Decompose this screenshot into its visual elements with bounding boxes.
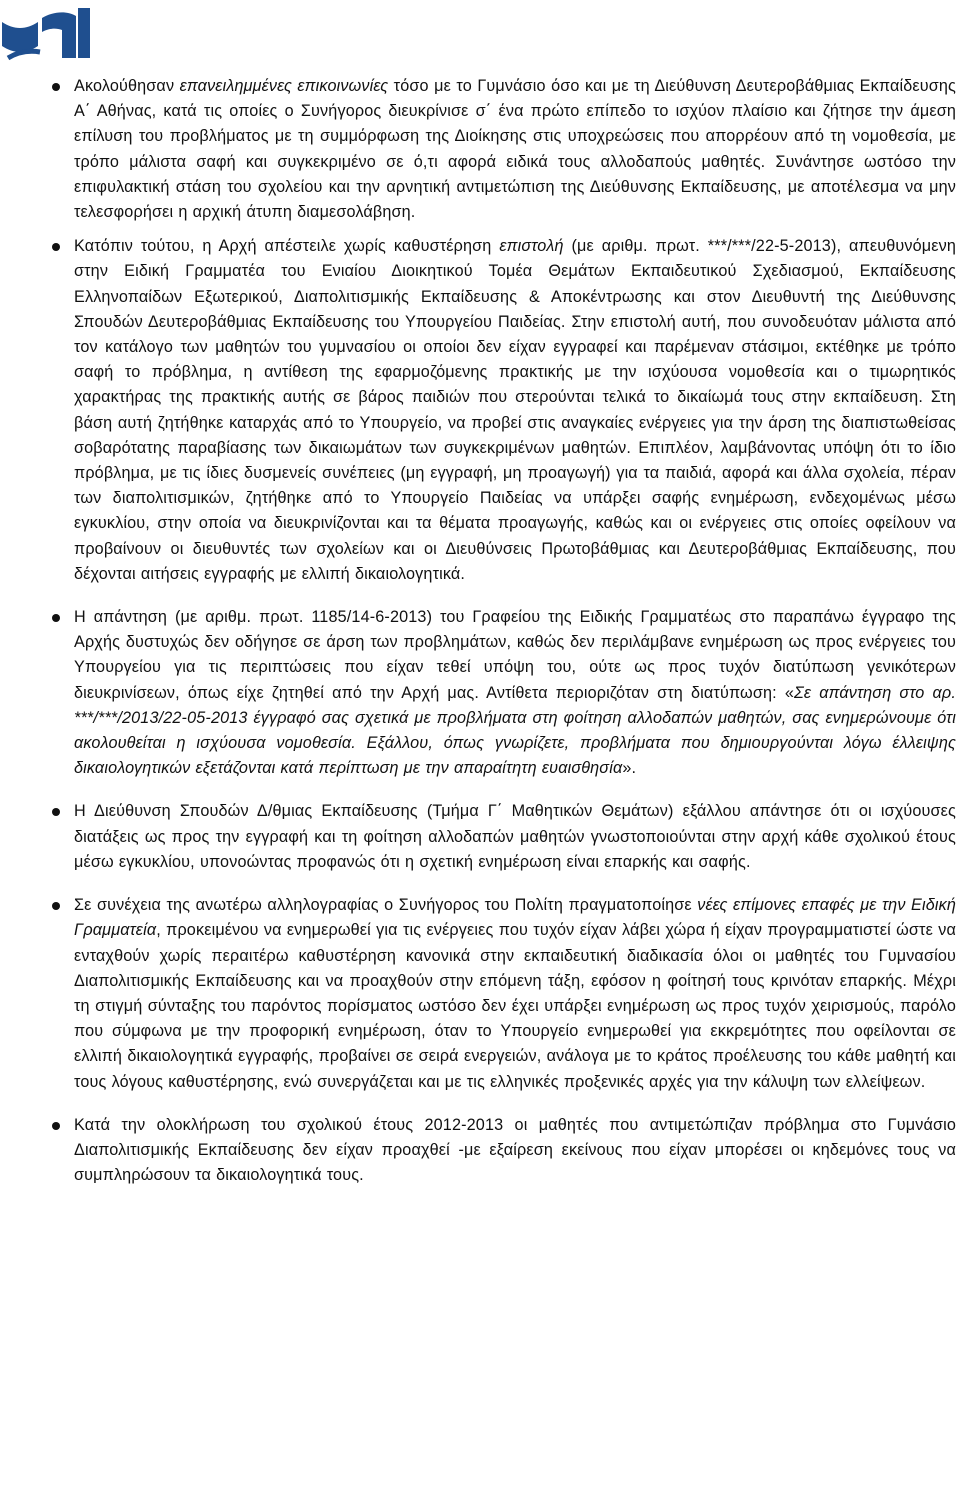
bullet-icon — [52, 83, 60, 91]
paragraph-5 — [52, 1113, 956, 1189]
paragraph-text: Κατόπιν τούτου, η Αρχή απέστειλε χωρίς καθυστέρηση επιστολή (με αριθμ. πρωτ. ***/***/22-5-2013), απευθυνόμενη στην Ειδική Γραμματέα του Ενιαίου Διοικητικού Τομέα Θεμάτων Εκπαιδευτικού Σχεδιασμού, Εκπαίδευσης Ελληνοπαίδων Εξωτερικού, Διαπολιτισμικής Εκπαίδευσης & Αποκέντρωσης και στον Διευθυντή της Διεύθυνσης Σπουδών Δευτεροβάθμιας Εκπαίδευσης του Υπουργείου Παιδείας. Στην επιστολή αυτή, που συνοδευόταν μάλιστα από τον κατάλογο των μαθητών του γυμνασίου οι οποίοι δεν είχαν εγγραφεί και παρέμεναν στάσιμοι, εκτέθηκε με τρόπο σαφή το πρόβλημα, η αντίθεση της εφαρμοζόμενης πρακτικής με την ισχύουσα νομοθεσία και ο τιμωρητικός χαρακτήρας της πρακτικής αυτής σε βάρος παιδιών που στερούνται τελικά το δικαίωμά τους στην εκπαίδευση. Στη βάση αυτή ζητήθηκε καταρχάς από το Υπουργείο, να προβεί στις αναγκαίες ενέργειες για την άρση της διαπιστωθείσας σοβαρότατης παραβίασης των δικαιωμάτων των συγκεκριμένων μαθητών. Επιπλέον, λαμβάνοντας υπόψη ότι το ίδιο πρόβλημα, με τις ίδιες δυσμενείς συνέπειες (μη εγγραφή, μη προαγωγή) για τα παιδιά, αφορά και άλλα σχολεία, πέραν των διαπολιτισμικών, ζητήθηκε από το Υπουργείο Παιδείας να υπάρξει σαφής ενημέρωση, ενδεχομένως μέσω εγκυκλίου, στην οποία να διευκρινίζονται και τα θέματα προαγωγής, καθώς και οι ενέργειες στις οποίες οφείλουν να προβαίνουν οι διευθυντές των σχολείων και οι Διευθύνσεις Πρωτοβάθμιας και Δευτεροβάθμιας Εκπαίδευσης, που δέχονται αιτήσεις εγγραφής με ελλιπή δικαιολογητικά. — [74, 237, 956, 583]
document-body — [52, 74, 956, 1197]
paragraph-text: Η απάντηση (με αριθμ. πρωτ. 1185/14-6-2013) του Γραφείου της Ειδικής Γραμματέως στο παραπάνω έγγραφο της Αρχής δυστυχώς δεν οδήγησε σε άρση των προβλημάτων, καθώς δεν περιλάμβανε ενημέρωση ως προς ενέργειες του Υπουργείου για τις περιπτώσεις που είχαν τεθεί υπόψη του, ούτε ως προς τυχόν διατύπωση γενικότερων διευκρινίσεων, όπως είχε ζητηθεί από την Αρχή μας. Αντίθετα περιοριζόταν στη διατύπωση: «Σε απάντηση στο αρ. ***/***/2013/22-05-2013 έγγραφό σας σχετικά με προβλήματα στη φοίτηση αλλοδαπών μαθητών, σας ενημερώνουμε ότι ακολουθείται η ισχύουσα νομοθεσία. Εξάλλου, όπως γνωρίζετε, προβλήματα που δημιουργούνται λόγω έλλειψης δικαιολογητικών εξετάζονται κατά περίπτωση με την απαραίτητη ευαισθησία». — [74, 608, 956, 778]
bullet-icon — [52, 614, 60, 622]
paragraph-text: Κατά την ολοκλήρωση του σχολικού έτους 2012-2013 οι μαθητές που αντιμετώπιζαν πρόβλημα στο Γυμνάσιο Διαπολιτισμικής Εκπαίδευσης δεν είχαν προαχθεί -με εξαίρεση εκείνους που είχαν μπορέσει οι κηδεμόνες τους να συμπληρώσουν τα δικαιολογητικά τους. — [74, 1115, 956, 1185]
paragraph-text: Σε συνέχεια της ανωτέρω αλληλογραφίας ο Συνήγορος του Πολίτη πραγματοποίησε νέες επίμονες επαφές με την Ειδική Γραμματεία, προκειμένου να ενημερωθεί για τις ενέργειες που τυχόν είχαν λάβει χώρα ή είχαν προγραμματιστεί ώστε να ενταχθούν χωρίς περαιτέρω καθυστέρηση κανονικά στην εκπαιδευτική διαδικασία όλοι οι μαθητές του Γυμνασίου Διαπολιτισμικής Εκπαίδευσης και να προαχθούν στην επόμενη τάξη, εφόσον η φοίτησή τους κρινόταν επαρκής. Μέχρι τη στιγμή σύνταξης του παρόντος πορίσματος ωστόσο δεν έχει υπάρξει ενημέρωση ως προς τυχόν χειρισμούς, παρόλο που σύμφωνα με την προφορική ενημέρωση, όταν το Υπουργείο ενημερωθεί για εκκρεμότητες που οφείλονται σε ελλιπή δικαιολογητικά εγγραφής, προβαίνει σε σειρά ενεργειών, ανάλογα με το κράτος προέλευσης του κάθε μαθητή και τους λόγους καθυστέρησης, ενώ συνεργάζεται και με τις ελληνικές προξενικές αρχές για την κάλυψη των ελλείψεων. — [74, 896, 956, 1091]
paragraph-1 — [52, 234, 956, 587]
paragraph-text: Ακολούθησαν επανειλημμένες επικοινωνίες τόσο με το Γυμνάσιο όσο και με τη Διεύθυνση Δευτεροβάθμιας Εκπαίδευσης Α΄ Αθήνας, κατά τις οποίες ο Συνήγορος διευκρίνισε σ΄ ένα πρώτο επίπεδο το ισχύον πλαίσιο και ζήτησε την άμεση επίλυση του προβλήματος με τη συμμόρφωση της Διοίκησης στις υποχρεώσεις που απορρέουν από τη νομοθεσία, με τρόπο μάλιστα σαφή και συγκεκριμένο σε ό,τι αφορά ειδικά τους αλλοδαπούς μαθητές. Συνάντησε ωστόσο την επιφυλακτική στάση του σχολείου και την αρνητική αντιμετώπιση της Διεύθυνσης Εκπαίδευσης, με αποτέλεσμα να μην τελεσφορήσει η αρχική άτυπη διαμεσολάβηση. — [74, 77, 956, 222]
ombudsman-logo-icon — [0, 0, 96, 64]
paragraph-2 — [52, 605, 956, 781]
ombudsman-logo-graphic — [0, 0, 96, 64]
bullet-icon — [52, 902, 60, 910]
paragraph-text: Η Διεύθυνση Σπουδών Δ/θμιας Εκπαίδευσης (Τμήμα Γ΄ Μαθητικών Θεμάτων) εξάλλου απάντησε ότι οι ισχύουσες διατάξεις ως προς την εγγραφή και τη φοίτηση αλλοδαπών μαθητών γνωστοποιούνται στην αρχή κάθε σχολικού έτους μέσω εγκυκλίου, υπονοώντας προφανώς ότι η σχετική ενημέρωση είναι επαρκής και σαφής. — [74, 802, 956, 871]
paragraph-0 — [52, 74, 956, 225]
paragraph-3 — [52, 799, 956, 875]
bullet-icon — [52, 808, 60, 816]
paragraph-4 — [52, 893, 956, 1095]
bullet-icon — [52, 243, 60, 251]
bullet-icon — [52, 1122, 60, 1130]
